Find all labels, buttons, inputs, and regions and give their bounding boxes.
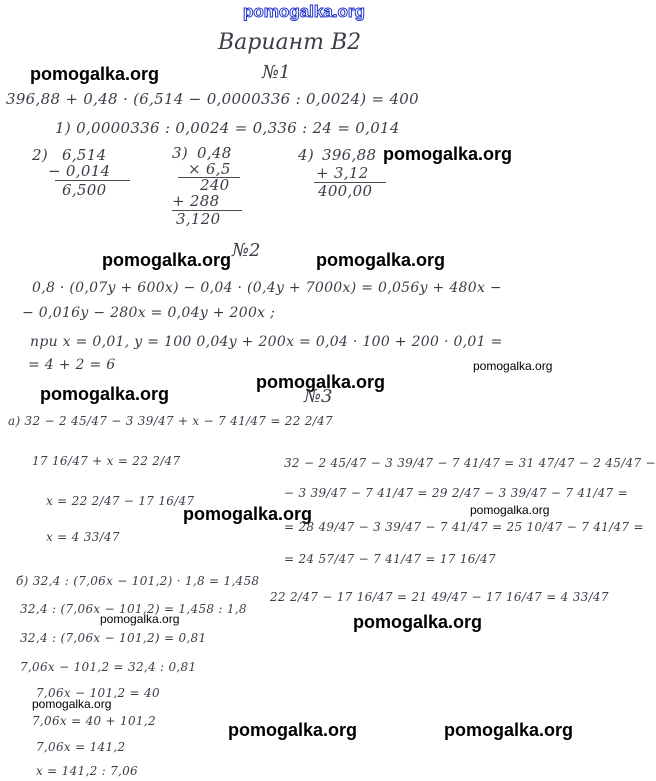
task1-col2-result: 6,500 (62, 181, 107, 199)
task1-col4-result: 400,00 (318, 182, 373, 200)
watermark: pomogalka.org (102, 250, 232, 270)
watermark: pomogalka.org (316, 250, 446, 270)
watermark: pomogalka.org (40, 384, 170, 404)
task1-col3-line4: + 288 (172, 192, 220, 210)
task3-a-right-line3: = 28 49/47 − 3 39/47 − 7 41/47 = 25 10/47 − 7 41/47 = (284, 520, 644, 534)
task1-col3-result: 3,120 (176, 210, 221, 228)
task1-col2-line2: − 0,014 (48, 162, 111, 180)
watermark: pomogalka.org (353, 612, 483, 632)
task2-line3: при x = 0,01, y = 100 0,04y + 200x = 0,04 · 100 + 200 · 0,01 = (30, 334, 503, 350)
task3-b-line8: x = 141,2 : 7,06 (36, 764, 138, 778)
task2-line2: − 0,016y − 280x = 0,04y + 200x ; (22, 305, 276, 321)
watermark: pomogalka.org (444, 720, 574, 740)
task3-a-line3: x = 22 2/47 − 17 16/47 (46, 494, 195, 508)
watermark: pomogalka.org (473, 359, 553, 373)
watermark: pomogalka.org (183, 504, 313, 524)
task3-b-line5: 7,06x − 101,2 = 40 (36, 686, 160, 700)
watermark: pomogalka.org (32, 697, 112, 711)
task3-b-line2: 32,4 : (7,06x − 101,2) = 1,458 : 1,8 (20, 602, 247, 616)
task1-col4-line1: 396,88 (322, 146, 377, 164)
task3-a-right-line1: 32 − 2 45/47 − 3 39/47 − 7 41/47 = 31 47/47 − 2 45/47 − (284, 456, 656, 470)
task3-a-line4: x = 4 33/47 (46, 530, 120, 544)
task3-a-right-line4: = 24 57/47 − 7 41/47 = 17 16/47 (284, 552, 496, 566)
task3-b-line4: 7,06x − 101,2 = 32,4 : 0,81 (20, 660, 197, 674)
task3-b-line7: 7,06x = 141,2 (36, 740, 126, 754)
task1-col4-line2: + 3,12 (316, 164, 369, 182)
watermark-top: pomogalka.org (243, 2, 365, 21)
variant-heading: Вариант В2 (218, 30, 362, 55)
task3-a-right-line2: − 3 39/47 − 7 41/47 = 29 2/47 − 3 39/47 − 7 41/47 = (284, 486, 628, 500)
task1-step1: 1) 0,0000336 : 0,0024 = 0,336 : 24 = 0,014 (55, 119, 400, 137)
task1-expression: 396,88 + 0,48 · (6,514 − 0,0000336 : 0,0024) = 400 (6, 90, 419, 108)
task1-col3-line1: 0,48 (197, 144, 232, 162)
watermark: pomogalka.org (256, 372, 386, 392)
task3-a-line2: 17 16/47 + x = 22 2/47 (32, 454, 181, 468)
task1-col3-line3: 240 (200, 176, 230, 194)
watermark: pomogalka.org (470, 503, 550, 517)
task3-b-line1: б) 32,4 : (7,06x − 101,2) · 1,8 = 1,458 (16, 574, 260, 588)
task3-b-line3: 32,4 : (7,06x − 101,2) = 0,81 (20, 631, 207, 645)
task1-col3-label: 3) (172, 144, 188, 162)
task3-label: №3 (304, 386, 333, 407)
watermark: pomogalka.org (100, 612, 180, 626)
task2-line1: 0,8 · (0,07y + 600x) − 0,04 · (0,4y + 7000x) = 0,056y + 480x − (32, 280, 502, 296)
task3-b-line6: 7,06x = 40 + 101,2 (32, 714, 156, 728)
task2-line4: = 4 + 2 = 6 (28, 357, 116, 373)
task1-col2-label: 2) (32, 146, 48, 164)
task1-col4-label: 4) (298, 146, 314, 164)
task1-label: №1 (262, 62, 291, 83)
task1-col2-line1: 6,514 (62, 146, 107, 164)
watermark: pomogalka.org (228, 720, 358, 740)
task2-label: №2 (232, 240, 261, 261)
task1-col3-line2: × 6,5 (188, 160, 231, 178)
watermark: pomogalka.org (30, 64, 160, 84)
task3-a-line1: а) 32 − 2 45/47 − 3 39/47 + x − 7 41/47 = 22 2/47 (8, 414, 333, 428)
watermark: pomogalka.org (383, 144, 513, 164)
task3-a-right-line5: 22 2/47 − 17 16/47 = 21 49/47 − 17 16/47 = 4 33/47 (270, 590, 609, 604)
